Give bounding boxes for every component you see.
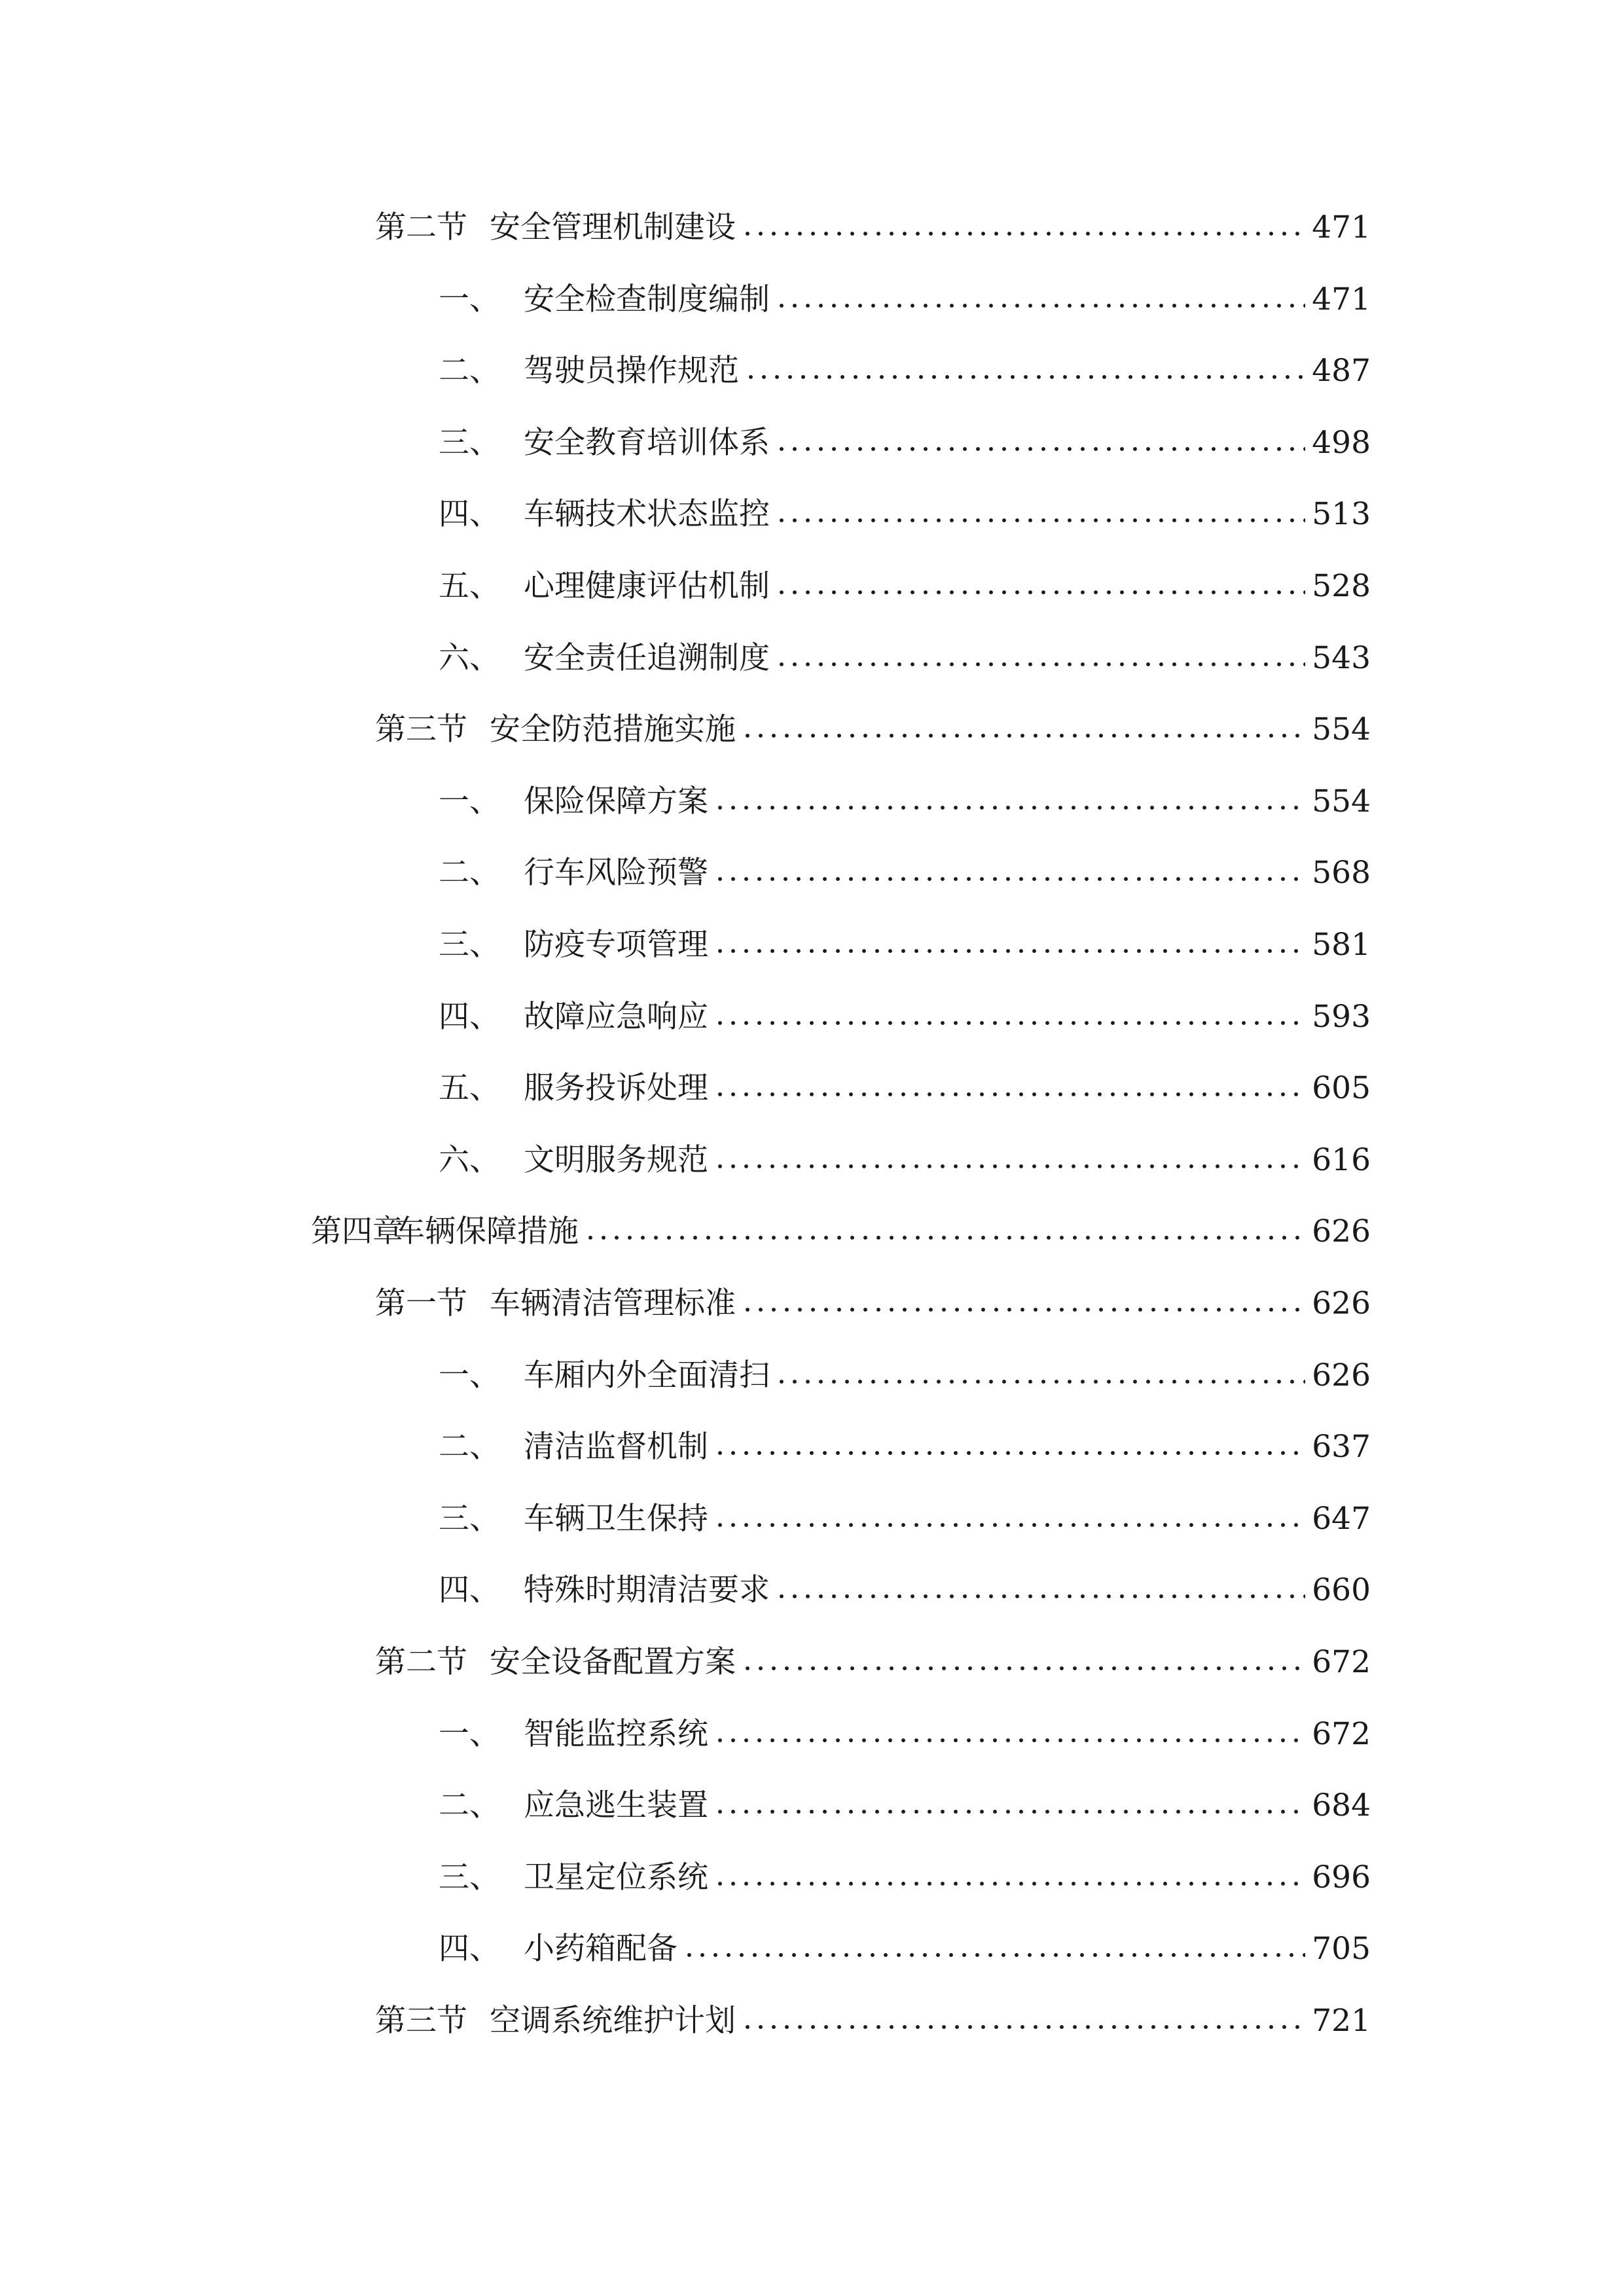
toc-entry-page-number: 568: [1312, 855, 1371, 891]
toc-entry-title: 安全管理机制建设: [490, 209, 736, 245]
toc-entry-number: 三、: [439, 927, 500, 963]
toc-entry-page-number: 593: [1312, 999, 1371, 1035]
toc-entry-page-number: 498: [1312, 425, 1371, 461]
toc-entry-page-number: 528: [1312, 568, 1371, 604]
toc-dot-leader: [713, 1874, 1305, 1893]
toc-entry-title: 保险保障方案: [524, 783, 708, 819]
toc-entry-number: 第一节: [375, 1285, 467, 1321]
toc-entry-page-number: 471: [1312, 281, 1371, 317]
toc-dot-leader: [713, 1443, 1305, 1463]
toc-dot-leader: [775, 1372, 1305, 1391]
toc-entry-number: 二、: [439, 855, 500, 891]
toc-entry[interactable]: [439, 1346, 1371, 1405]
toc-dot-leader: [741, 2017, 1305, 2037]
toc-entry-number: 一、: [439, 1716, 500, 1752]
toc-entry-number: 一、: [439, 281, 500, 317]
toc-entry[interactable]: [439, 844, 1371, 903]
toc-entry[interactable]: [439, 629, 1371, 688]
toc-entry-number: 四、: [439, 1931, 500, 1967]
toc-entry-page-number: 721: [1312, 2003, 1371, 2039]
toc-entry-page-number: 647: [1312, 1501, 1371, 1537]
toc-dot-leader: [775, 511, 1305, 530]
toc-entry-number: 五、: [439, 1070, 500, 1106]
toc-dot-leader: [741, 1300, 1305, 1319]
toc-entry[interactable]: [311, 1202, 1371, 1261]
toc-entry-number: 二、: [439, 353, 500, 389]
toc-entry-page-number: 672: [1312, 1716, 1371, 1752]
toc-entry-title: 车辆卫生保持: [524, 1501, 708, 1537]
toc-entry-number: 第三节: [375, 2003, 467, 2039]
toc-dot-leader: [713, 1515, 1305, 1535]
toc-entry[interactable]: [439, 1920, 1371, 1979]
toc-entry[interactable]: [439, 485, 1371, 544]
toc-dot-leader: [683, 1945, 1305, 1965]
toc-entry-number: 四、: [439, 1572, 500, 1608]
toc-entry-page-number: 513: [1312, 496, 1371, 532]
toc-entry-title: 驾驶员操作规范: [524, 353, 739, 389]
toc-entry-title: 安全教育培训体系: [524, 425, 770, 461]
toc-entry-title: 安全检查制度编制: [524, 281, 770, 317]
toc-entry[interactable]: [439, 1848, 1371, 1907]
toc-dot-leader: [775, 296, 1305, 315]
toc-entry[interactable]: [439, 1490, 1371, 1549]
toc-entry-title: 小药箱配备: [524, 1931, 677, 1967]
toc-entry-title: 清洁监督机制: [524, 1429, 708, 1465]
toc-entry-page-number: 626: [1312, 1213, 1371, 1249]
toc-entry-title: 特殊时期清洁要求: [524, 1572, 770, 1608]
toc-entry-page-number: 637: [1312, 1429, 1371, 1465]
toc-entry[interactable]: [439, 557, 1371, 616]
toc-dot-leader: [713, 798, 1305, 817]
toc-entry-page-number: 672: [1312, 1644, 1371, 1680]
toc-dot-leader: [775, 583, 1305, 602]
toc-entry-title: 车辆清洁管理标准: [490, 1285, 736, 1321]
toc-entry-page-number: 554: [1312, 711, 1371, 747]
toc-dot-leader: [584, 1228, 1305, 1247]
toc-entry-page-number: 605: [1312, 1070, 1371, 1106]
toc-entry[interactable]: [439, 1776, 1371, 1835]
toc-entry[interactable]: [439, 270, 1371, 329]
toc-entry-page-number: 554: [1312, 783, 1371, 819]
toc-dot-leader: [713, 1731, 1305, 1750]
toc-entry-page-number: 696: [1312, 1859, 1371, 1895]
toc-dot-leader: [741, 224, 1305, 243]
toc-entry[interactable]: [439, 1705, 1371, 1764]
toc-entry[interactable]: [439, 916, 1371, 975]
toc-entry-title: 安全责任追溯制度: [524, 640, 770, 676]
toc-dot-leader: [713, 869, 1305, 889]
toc-entry-number: 一、: [439, 783, 500, 819]
toc-entry-number: 三、: [439, 1859, 500, 1895]
toc-entry-page-number: 616: [1312, 1142, 1371, 1178]
toc-entry-title: 安全防范措施实施: [490, 711, 736, 747]
toc-entry-number: 六、: [439, 1142, 500, 1178]
toc-entry-title: 车厢内外全面清扫: [524, 1357, 770, 1393]
toc-entry-number: 第三节: [375, 711, 467, 747]
toc-entry-title: 应急逃生装置: [524, 1787, 708, 1823]
toc-entry-page-number: 684: [1312, 1787, 1371, 1823]
toc-entry-number: 第四章: [311, 1213, 403, 1249]
toc-entry-number: 二、: [439, 1429, 500, 1465]
toc-entry[interactable]: [439, 1418, 1371, 1477]
toc-entry-page-number: 471: [1312, 209, 1371, 245]
toc-dot-leader: [741, 726, 1305, 745]
toc-dot-leader: [713, 1085, 1305, 1104]
toc-entry-page-number: 543: [1312, 640, 1371, 676]
toc-entry-title: 空调系统维护计划: [490, 2003, 736, 2039]
toc-entry[interactable]: [439, 342, 1371, 401]
toc-entry-number: 第二节: [375, 1644, 467, 1680]
toc-entry-number: 二、: [439, 1787, 500, 1823]
toc-entry[interactable]: [439, 1561, 1371, 1620]
toc-dot-leader: [775, 1587, 1305, 1606]
toc-entry-page-number: 581: [1312, 927, 1371, 963]
toc-entry-title: 车辆保障措施: [394, 1213, 579, 1249]
toc-dot-leader: [741, 1659, 1305, 1678]
toc-entry[interactable]: [375, 1992, 1371, 2051]
toc-entry-number: 六、: [439, 640, 500, 676]
toc-entry-page-number: 626: [1312, 1285, 1371, 1321]
toc-entry-page-number: 626: [1312, 1357, 1371, 1393]
toc-dot-leader: [775, 655, 1305, 674]
toc-entry[interactable]: [375, 1633, 1371, 1692]
toc-entry-number: 一、: [439, 1357, 500, 1393]
toc-entry[interactable]: [439, 1131, 1371, 1190]
toc-entry-number: 第二节: [375, 209, 467, 245]
toc-entry-title: 故障应急响应: [524, 999, 708, 1035]
toc-dot-leader: [713, 1013, 1305, 1033]
toc-entry-page-number: 660: [1312, 1572, 1371, 1608]
toc-dot-leader: [713, 1802, 1305, 1821]
toc-entry-number: 三、: [439, 1501, 500, 1537]
toc-entry-title: 卫星定位系统: [524, 1859, 708, 1895]
toc-entry-title: 心理健康评估机制: [524, 568, 770, 604]
toc-dot-leader: [775, 439, 1305, 459]
toc-entry[interactable]: [439, 1059, 1371, 1118]
toc-entry-page-number: 705: [1312, 1931, 1371, 1967]
toc-entry[interactable]: [439, 772, 1371, 831]
toc-entry-page-number: 487: [1312, 353, 1371, 389]
toc-entry[interactable]: [439, 414, 1371, 473]
toc-entry[interactable]: [375, 700, 1371, 759]
toc-entry-title: 防疫专项管理: [524, 927, 708, 963]
toc-entry-number: 三、: [439, 425, 500, 461]
toc-entry-title: 智能监控系统: [524, 1716, 708, 1752]
toc-entry-number: 四、: [439, 496, 500, 532]
toc-entry-title: 行车风险预警: [524, 855, 708, 891]
toc-entry-title: 文明服务规范: [524, 1142, 708, 1178]
toc-dot-leader: [713, 1157, 1305, 1176]
toc-entry[interactable]: [439, 988, 1371, 1047]
toc-dot-leader: [713, 941, 1305, 961]
toc-dot-leader: [744, 367, 1305, 387]
toc-entry[interactable]: [375, 1274, 1371, 1333]
toc-entry-number: 五、: [439, 568, 500, 604]
toc-entry-title: 安全设备配置方案: [490, 1644, 736, 1680]
toc-entry[interactable]: [375, 198, 1371, 257]
toc-entry-title: 车辆技术状态监控: [524, 496, 770, 532]
toc-entry-number: 四、: [439, 999, 500, 1035]
toc-entry-title: 服务投诉处理: [524, 1070, 708, 1106]
